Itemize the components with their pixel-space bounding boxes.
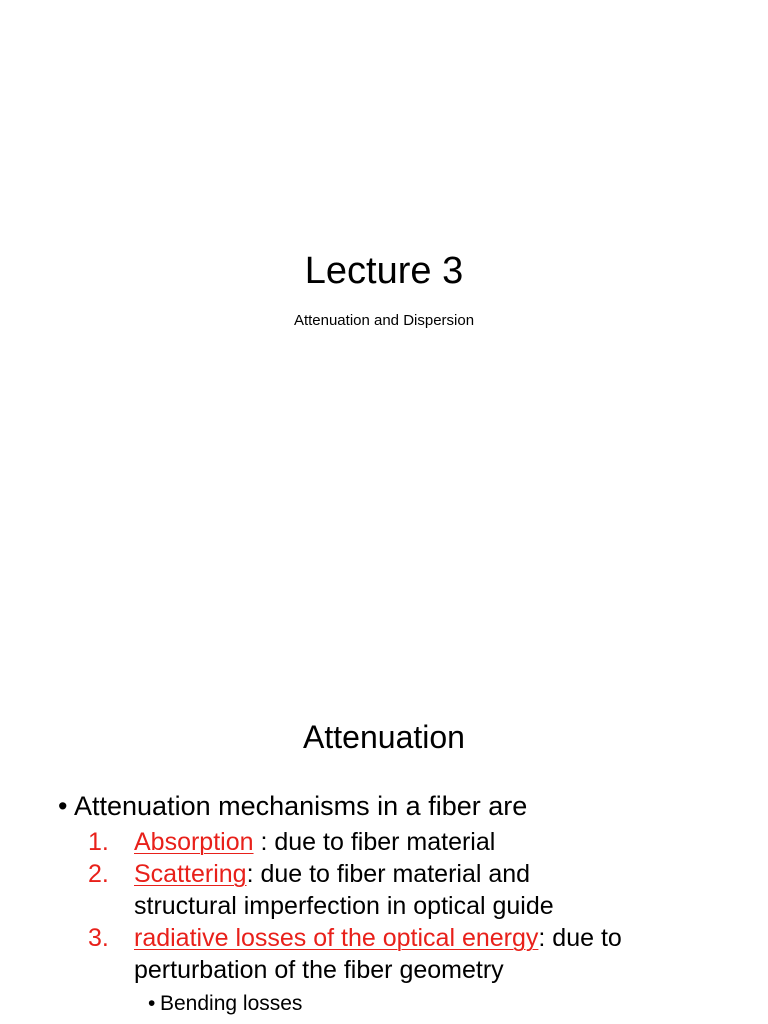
slide-attenuation xyxy=(0,660,768,1024)
item-term: Scattering xyxy=(134,860,247,888)
mechanism-item-radiative-losses xyxy=(88,922,622,986)
main-bullet xyxy=(58,788,527,824)
mechanism-list xyxy=(88,826,622,986)
item-description: : due to fiber material and xyxy=(246,860,531,888)
main-bullet-text: Attenuation mechanisms in a fiber are xyxy=(74,791,528,821)
sub-bullet-list xyxy=(148,990,302,1018)
item-number: 3. xyxy=(88,924,109,952)
item-description: : due to fiber material xyxy=(253,828,496,856)
slide-subtitle: Attenuation and Dispersion xyxy=(293,312,475,329)
item-term: radiative losses of the optical energy xyxy=(134,924,539,952)
item-description-continued: perturbation of the fiber geometry xyxy=(134,956,504,984)
slide-heading: Attenuation xyxy=(303,719,465,755)
mechanism-item-scattering xyxy=(88,858,622,922)
mechanism-item-absorption xyxy=(88,826,622,858)
sub-item-bending-losses: • Bending losses xyxy=(148,990,302,1018)
item-description-continued: structural imperfection in optical guide xyxy=(134,892,554,920)
item-term: Absorption xyxy=(134,828,254,856)
item-number: 1. xyxy=(88,828,109,856)
item-description: : due to xyxy=(538,924,622,952)
slide-title-heading: Lecture 3 xyxy=(304,250,464,292)
item-number: 2. xyxy=(88,860,109,888)
bullet-dot-icon: • xyxy=(58,791,68,821)
